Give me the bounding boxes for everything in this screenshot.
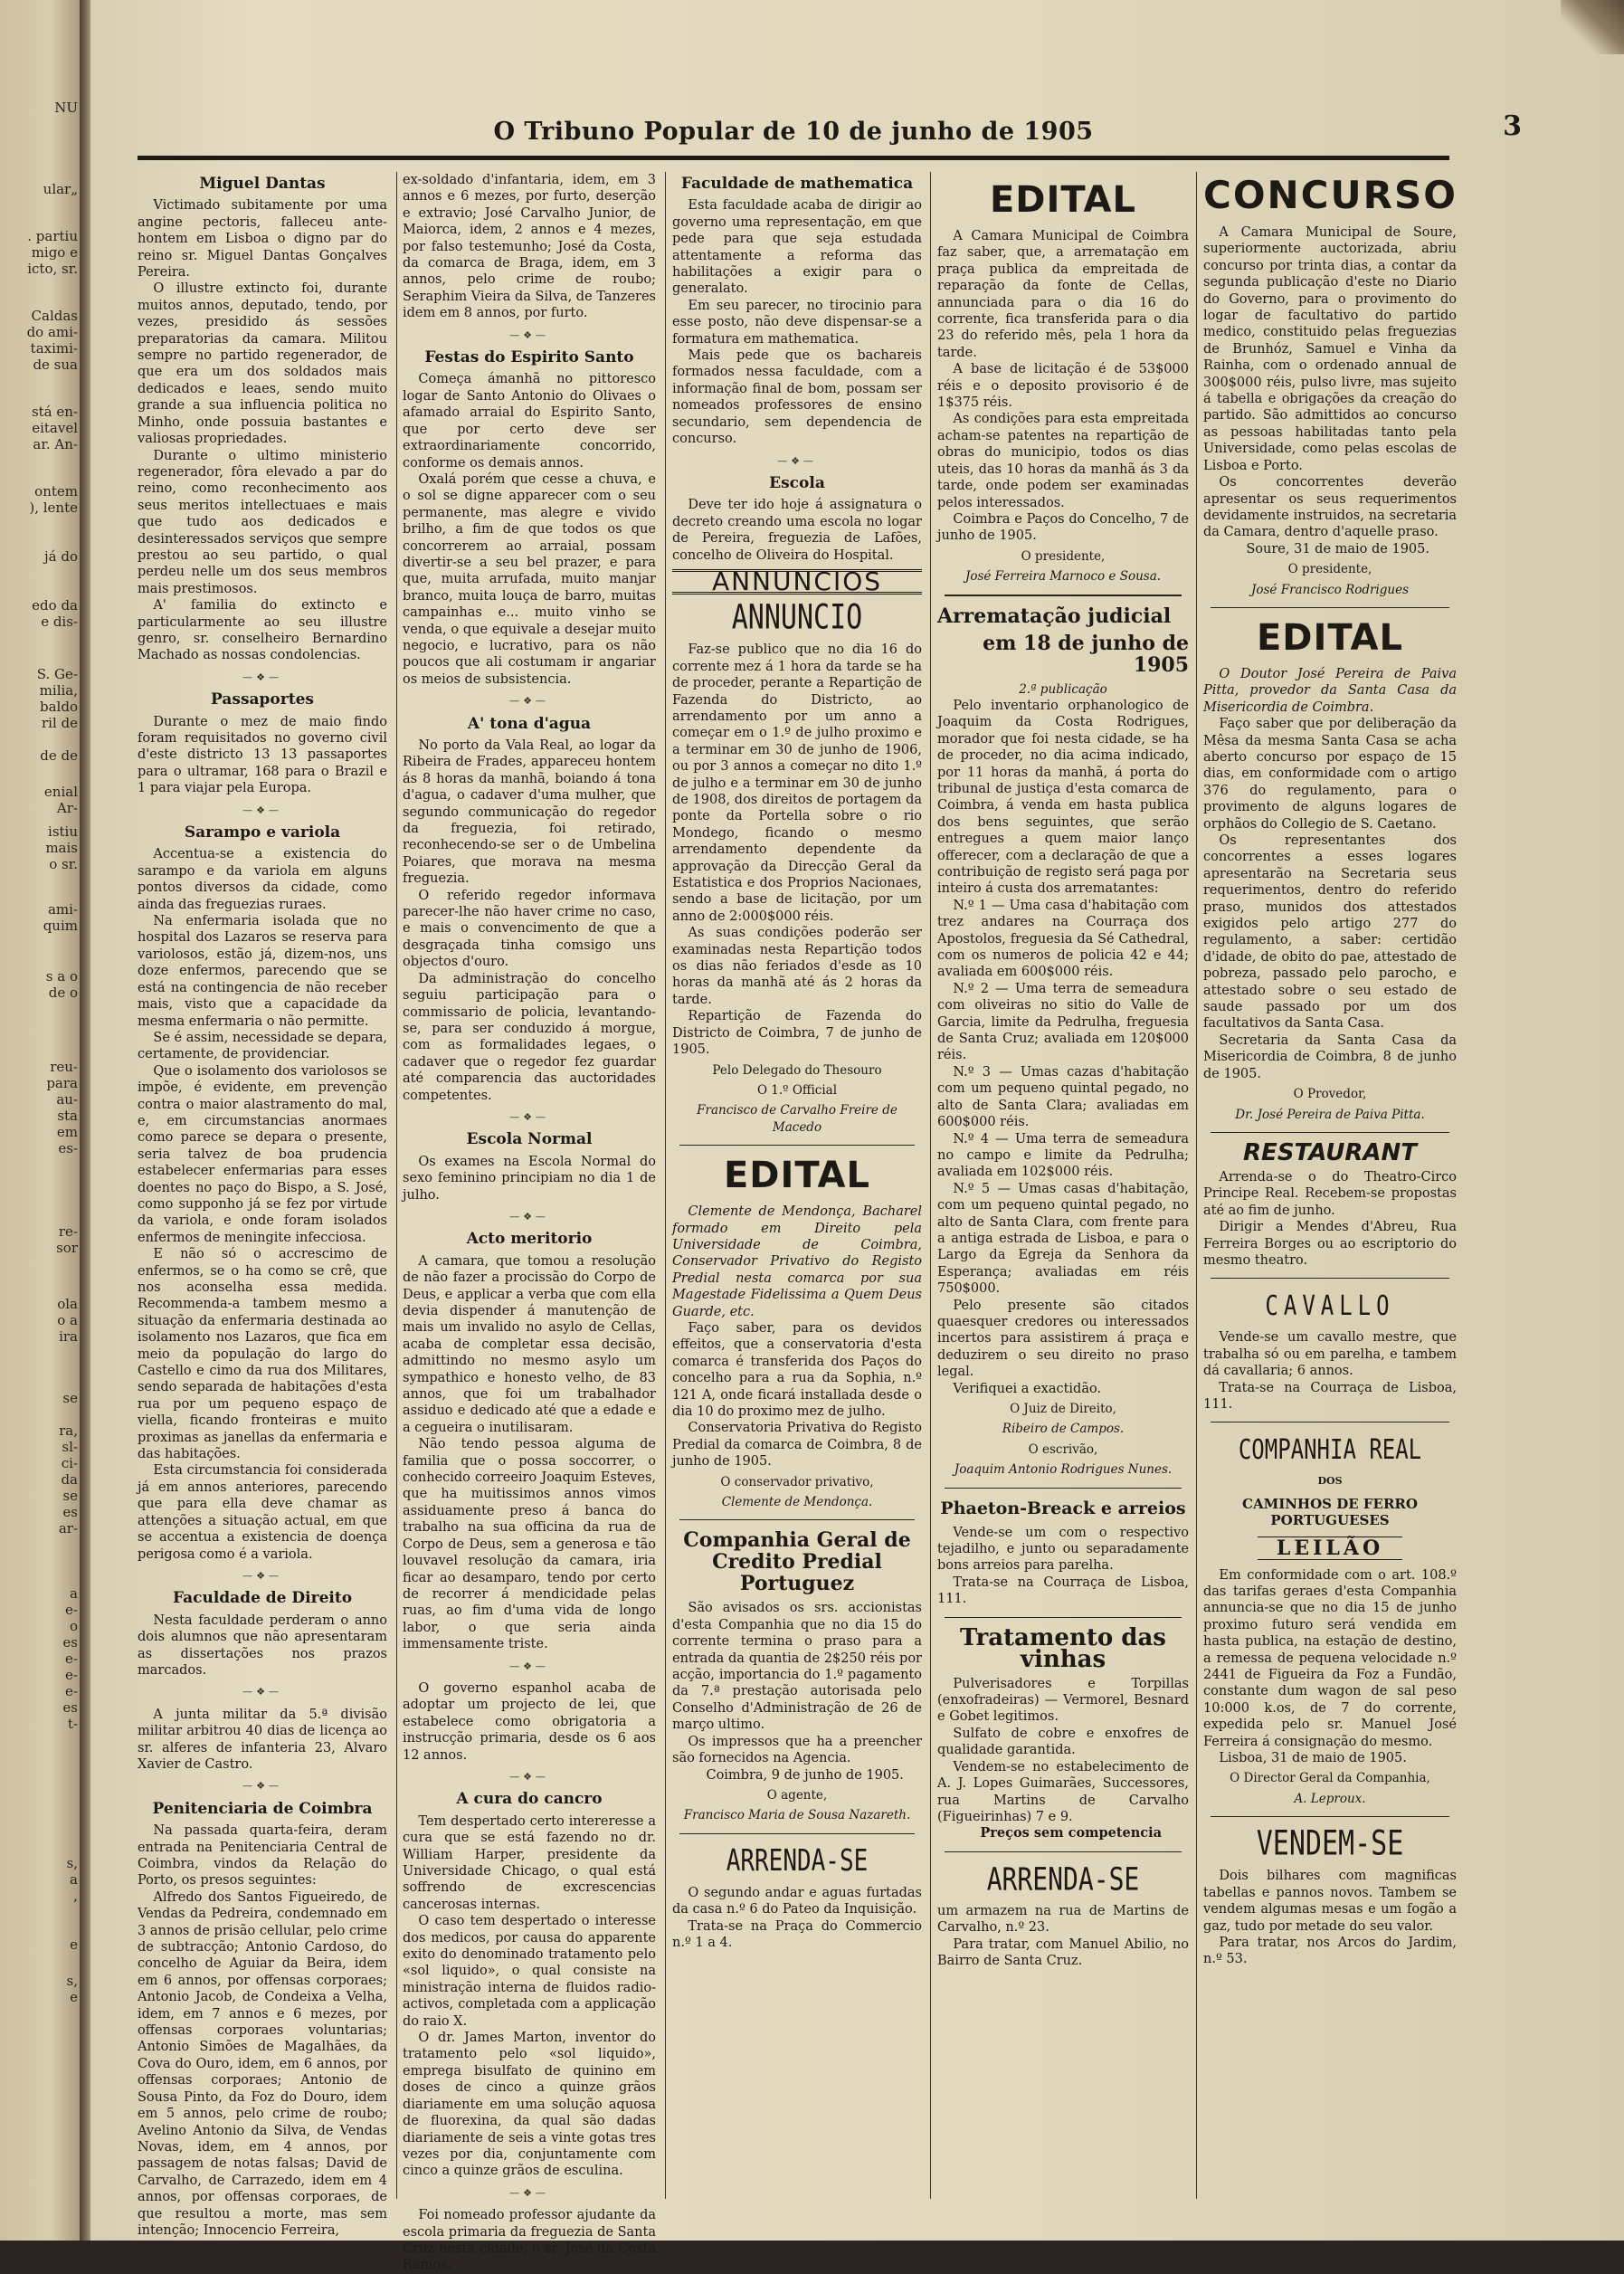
divider (1211, 607, 1449, 608)
divider (679, 1833, 915, 1834)
paragraph: Se é assim, necessidade se depara, certamente, de providenciar. (138, 1030, 387, 1062)
prev-page-fragment: t- (67, 1716, 78, 1732)
paragraph: A base de licitação é de 53$000 réis e o deposito provisorio é de 1$375 réis. (937, 362, 1189, 411)
paragraph: Durante o mez de maio findo foram requisitados no governo civil d'este districto 13 13 passaportes para o ultramar, 168 para o Brazil e 1 para viajar pela Europa. (138, 714, 387, 796)
paragraph: N.º 5 — Umas casas d'habitação, com um pequeno quintal pegado, no alto de Santa Clara, com frente para a antiga estrada de Lisboa, e para o Largo da Egreja da Senhora da Esperança; avaliadas em réis 750$000. (937, 1181, 1189, 1297)
prev-page-fragment: para (46, 1075, 78, 1091)
page-header (138, 110, 1522, 160)
ornament-divider: —❖— (509, 328, 549, 341)
paragraph: Oxalá porém que cesse a chuva, e o sol se digne apparecer com o seu permanente, mas alegre e vivido brilho, a fim de que todos os que concorrerem ao arraial, possam divertir-se a seu bel prazer, e para que, muita arrufada, muito manjar branco, muita louça de barro, muitas campainhas e... muito vinho se venda, o que equivale a desejar muito negocio, e lucrativo, para os não poucos que ali costumam ir angariar os meios de subsistencia. (403, 471, 656, 687)
prev-page-fragment: o (69, 1618, 78, 1634)
divider (1211, 1816, 1449, 1817)
heading-arrenda-se: ARRENDA-SE (986, 1860, 1140, 1898)
ornament-divider: —❖— (509, 1210, 549, 1223)
divider (945, 1617, 1182, 1618)
prev-page-fragment: icto, sr. (27, 261, 78, 277)
heading-arrenda-se: ARRENDA-SE (726, 1843, 869, 1879)
heading-acto-meritorio: Acto meritorio (466, 1230, 593, 1249)
divider (945, 1488, 1182, 1489)
paragraph: Arrenda-se o do Theatro-Circo Principe Real. Recebem-se propostas até ao fim de junho. (1203, 1169, 1457, 1218)
prev-page-fragment: sl- (62, 1439, 78, 1455)
paragraph: N.º 2 — Uma terra de semeadura com oliveiras no sitio do Valle de Garcia, limite da Pedrulha, freguesia de Santa Cruz; avaliada em 120$000 réis. (937, 981, 1189, 1063)
column-3 (672, 172, 922, 2226)
prev-page-fragment: ola (57, 1296, 78, 1312)
paragraph: A' familia do extincto e particularmente ao seu illustre genro, sr. conselheiro Bernardino Machado as nossas condolencias. (138, 598, 387, 663)
ornament-divider: —❖— (509, 2186, 549, 2199)
paragraph: Dois bilhares com magnificas tabellas e pannos novos. Tambem se vendem algumas mesas e um fogão a gaz, tudo por metade do seu valor. (1203, 1869, 1457, 1934)
prev-page-fragment: es- (58, 1140, 78, 1156)
paragraph: Trata-se na Courraça de Lisboa, 111. (1203, 1380, 1457, 1412)
column-4 (937, 172, 1189, 2226)
paragraph: Na enfermaria isolada que no hospital dos Lazaros se reserva para variolosos, estão já, dizem-nos, uns doze enfermos, parecendo que se está na contingencia de não receber mais, visto que a capacidade da mesma enfermaria o não permitte. (138, 914, 387, 1029)
heading-festas: Festas do Espirito Santo (424, 348, 634, 367)
paragraph: N.º 3 — Umas cazas d'habitação com um pequeno quintal pegado, no alto de Santa Clara; avaliadas em 600$000 réis. (937, 1064, 1189, 1130)
prev-page-fragment: au- (56, 1091, 78, 1108)
column-1 (138, 172, 387, 2238)
signature-line: Pelo Delegado do Thesouro (712, 1062, 882, 1078)
paragraph: Alfredo dos Santos Figueiredo, de Vendas da Pedreira, condemnado em 3 annos de prisão cellular, pelo crime de subtracção; Antonio Cardoso, do concelho de Aguiar da Beira, idem em 6 annos, por offensas corporaes; Antonio Jacob, de Condeixa a Velha, idem, em 7 annos e 6 mezes, por offensas corporaes voluntarias; Antonio Simões de Magalhães, da Cova do Ouro, idem, em 6 annos, por offensas corporaes; Antonio de Sousa Pinto, da Foz do Douro, idem em 5 annos, pelo crime de roubo; Avelino Antonio da Silva, de Vendas Novas, idem, em 4 annos, por passagem de notas falsas; David de Carvalho, de Carrazedo, idem em 4 annos, por offensas corporaes, de que resultou a morte, mas sem intenção; Innocencio Ferreira, (138, 1889, 387, 2238)
prev-page-fragment: s, (66, 1973, 78, 1989)
paragraph: Para tratar, nos Arcos do Jardim, n.º 53. (1203, 1935, 1457, 1967)
heading-arrematacao-date: em 18 de junho de 1905 (983, 631, 1189, 677)
paragraph: O referido regedor informava parecer-lhe não haver crime no caso, e mais o convencimento de que a desgraçada tinha comsigo uns objectos d'ouro. (403, 888, 656, 970)
prev-page-fragment: . partiu (27, 228, 78, 244)
paragraph: O Doutor José Pereira de Paiva Pitta, provedor da Santa Casa da Misericordia de Coimbra. (1203, 666, 1457, 715)
prev-page-fragment: quim (43, 918, 78, 934)
heading-tratamento-vinhas: Tratamento das vinhas (960, 1623, 1166, 1673)
paragraph: São avisados os srs. accionistas d'esta Companhia que no dia 15 do corrente termina o praso para a entrada da quantia de 2$250 réis por acção, importancia do 1.º pagamento da 7.ª prestação autorisada pelo Conselho d'Administração de 26 de março ultimo. (672, 1601, 922, 1733)
paragraph: No porto da Vala Real, ao logar da Ribeira de Frades, appareceu hontem ás 8 horas da manhã, boiando á tona d'agua, o cadaver d'uma mulher, que segundo communicação do regedor da freguezia, foi retirado, reconhecendo-se ser o de Umbelina Poiares, que morava na mesma freguezia. (403, 738, 656, 887)
prev-page-fragment: de sua (33, 357, 78, 373)
ornament-divider: —❖— (509, 1770, 549, 1783)
signature-name: José Francisco Rodrigues (1250, 582, 1410, 597)
signature-line: O escrivão, (1028, 1441, 1098, 1457)
paragraph: Pulverisadores e Torpillas (enxofradeiras) — Vermorel, Besnard e Gobet legitimos. (937, 1676, 1189, 1725)
prev-page-fragment: es (62, 1634, 78, 1651)
paragraph: Nesta faculdade perderam o anno dois alumnos que não apresentaram as dissertações nos prazos marcados. (138, 1613, 387, 1678)
column-rule (665, 172, 666, 2199)
ornament-divider: —❖— (777, 454, 817, 467)
paragraph: Vende-se um cavallo mestre, que trabalha só ou em parelha, e tambem dá cavallaria; 6 annos. (1203, 1330, 1457, 1379)
newspaper-page (90, 0, 1624, 2273)
prev-page-fragment: da (61, 1471, 78, 1488)
prev-page-fragment: o sr. (49, 856, 78, 872)
paragraph: Vendem-se no estabelecimento de A. J. Lopes Guimarães, Successores, rua Martins de Carvalho (Figueirinhas) 7 e 9. (937, 1759, 1189, 1824)
paragraph: A camara, que tomou a resolução de não fazer a procissão do Corpo de Deus, e applicar a verba que com ella devia dispender á manutenção de mais um invalido no asylo de Cellas, acaba de completar essa decisão, admittindo no mesmo asylo um sympathico e honesto velho, de 83 annos, que foi um trabalhador assiduo e dedicado até que a edade e a cegueira o inutilisaram. (403, 1253, 656, 1435)
paragraph: Clemente de Mendonça, Bacharel formado em Direito pela Universidade de Coimbra, Conservador Privativo do Registo Predial nesta comarca por sua Magestade Fidelissima a Quem Deus Guarde, etc. (672, 1204, 922, 1319)
prev-page-fragment: S. Ge- (36, 666, 78, 682)
ornament-divider: —❖— (242, 804, 282, 816)
paragraph: Soure, 31 de maio de 1905. (1246, 541, 1429, 557)
column-rule (396, 172, 397, 2199)
paragraph: Accentua-se a existencia do sarampo e da variola em alguns pontos diversos da cidade, como ainda das freguezias ruraes. (138, 847, 387, 912)
signature-name: José Ferreira Marnoco e Sousa. (964, 569, 1162, 585)
signature-name: A. Leproux. (1294, 1791, 1366, 1806)
prev-page-fragment: NU (54, 100, 78, 116)
prev-page-fragment: reu- (50, 1059, 78, 1075)
heading-passaportes: Passaportes (211, 690, 314, 709)
paragraph: Os concorrentes deverão apresentar os seus requerimentos devidamente instruidos, na secretaria da Camara, dentro d'aquelle praso. (1203, 475, 1457, 540)
paragraph: Verifiquei a exactidão. (953, 1381, 1102, 1396)
divider (679, 1145, 915, 1146)
heading-faculdade-mathematica: Faculdade de mathematica (680, 175, 914, 193)
prev-page-fragment: do ami- (26, 324, 78, 340)
prev-page-fragment: Ar- (56, 800, 78, 816)
paragraph: As suas condições poderão ser examinadas nesta Repartição todos os dias não feriados d'esde as 10 horas da manhã até ás 2 horas da tarde. (672, 926, 922, 1007)
leilao-heading: LEILÃO (1258, 1537, 1402, 1560)
paragraph: Começa ámanhã no pittoresco logar de Santo Antonio do Olivaes o afamado arraial do Espirito Santo, que por certo deve ser extraordinariamente concorrido, conforme os demais annos. (403, 372, 656, 471)
paragraph: A junta militar da 5.ª divisão militar arbitrou 40 dias de licença ao sr. alferes de infanteria 23, Alvaro Xavier de Castro. (138, 1707, 387, 1772)
paragraph: Esta circumstancia foi considerada já em annos anteriores, parecendo que para ella deve chamar as attenções a situação actual, em que se accentua a existencia de doença perigosa como é a variola. (138, 1463, 387, 1562)
prev-page-fragment: a (70, 1585, 78, 1602)
prev-page-fragment: istiu (48, 823, 78, 840)
caminhos-ferro-heading: CAMINHOS DE FERRO PORTUGUESES (1242, 1495, 1418, 1529)
prev-page-fragment: ar- (58, 1520, 78, 1537)
ornament-divider: —❖— (509, 695, 549, 708)
paragraph: Pelo inventario orphanologico de Joaquim da Costa Rodrigues, morador que foi nesta cidade, se ha de proceder, no dia acima indicado, por 11 horas da manhã, á porta do tribunal de justiça d'esta comarca de Coimbra, á venda em hasta publica dos bens seguintes, que serão entregues a quem maior lanço offerecer, com a declaração de que a contribuição de registo será paga por inteiro á custa dos arrematantes: (937, 698, 1189, 897)
prev-page-fragment: stá en- (31, 404, 78, 420)
column-5 (1203, 172, 1457, 2226)
paragraph: Dirigir a Mendes d'Abreu, Rua Ferreira Borges ou ao escriptorio do mesmo theatro. (1203, 1220, 1457, 1268)
masthead-title: O Tribuno Popular de 10 de junho de 1905 (493, 118, 1094, 146)
signature-line: O presidente, (1287, 562, 1372, 577)
prev-page-fragment: e- (65, 1667, 78, 1683)
paragraph: Vende-se um com o respectivo tejadilho, e junto ou separadamente bons arreios para parelha. (937, 1525, 1189, 1574)
previous-page-edge (0, 0, 83, 2241)
column-rule (1196, 172, 1197, 2199)
paragraph: Coimbra e Paços do Concelho, 7 de junho de 1905. (937, 511, 1189, 544)
heading-phaeton: Phaeton-Breack e arreios (940, 1498, 1186, 1518)
paragraph: Faço saber, para os devidos effeitos, que a conservatoria d'esta comarca é transferida dos Paços do concelho para a rua da Sophia, n.º 121 A, onde ficará installada desde o dia 10 do proximo mez de julho. (672, 1320, 922, 1419)
signature-line: O agente, (766, 1787, 828, 1803)
signature-name: Francisco Maria de Sousa Nazareth. (683, 1808, 911, 1823)
paragraph: O caso tem despertado o interesse dos medicos, por causa do apparente exito do denominado tratamento pelo «sol liquido», o qual consiste na ministração interna de fluidos radio-activos, completada com a applicação do raio X. (403, 1914, 656, 2029)
signature-line: O Director Geral da Companhia, (1230, 1771, 1430, 1786)
paragraph: Na passada quarta-feira, deram entrada na Penitenciaria Central de Coimbra, vindos da Relação do Porto, os presos seguintes: (138, 1823, 387, 1889)
prev-page-fragment: ril de (41, 715, 78, 731)
prev-page-fragment: ira (59, 1328, 78, 1345)
paragraph: N.º 4 — Uma terra de semeadura no campo e limite da Pedrulha; avaliada em 102$000 réis. (937, 1131, 1189, 1180)
paragraph: E não só o accrescimo de enfermos, se o ha como se crê, que nos aconselha essa medida. Recommenda-a tambem mesmo a situação da enfermaria destinada ao isolamento nos Lazaros, que fica em meio da população do largo do Castello e cimo da rua dos Militares, sendo separada de habitações d'esta rua por um pequeno espaço de viella, ficando fronteiras e muito proximas as janellas da enfermaria e das habitações. (138, 1247, 387, 1462)
paragraph: Da administração do concelho seguiu participação para o commissario de policia, levantando-se, para ser conduzido á morgue, com as formalidades legaes, o cadaver que o regedor fez guardar até comparencia das auctoridades competentes. (403, 971, 656, 1103)
prev-page-fragment: migo e (31, 244, 78, 261)
prev-page-fragment: enial (43, 784, 78, 800)
prev-page-fragment: ra, (59, 1422, 78, 1439)
annuncios-banner: ANNUNCIOS (672, 569, 922, 595)
prev-page-fragment: e (70, 1989, 78, 2005)
signature-line: O Provedor, (1293, 1087, 1367, 1102)
prev-page-fragment: ami- (47, 901, 78, 918)
prev-page-fragment: ular„ (43, 181, 78, 197)
heading-penitenciaria: Penitenciaria de Coimbra (152, 1799, 373, 1818)
signature-line: O 1.º Official (756, 1082, 838, 1098)
paragraph: N.º 1 — Uma casa d'habitação com trez andares na Courraça dos Apostolos, freguesia da Sé Cathedral, com os numeros de policia 42 e 44; avaliada em 600$000 réis. (937, 898, 1189, 980)
heading-faculdade-direito: Faculdade de Direito (172, 1589, 353, 1608)
prev-page-fragment: eitavel (32, 420, 78, 436)
prev-page-fragment: sta (57, 1108, 78, 1124)
paragraph: A Camara Municipal de Soure, superiormente auctorizada, abriu concurso por trinta dias, a contar da segunda publicação d'este no Diario do Governo, para o provimento do logar de facultativo do partido medico, constituido pelas freguezias de Brunhóz, Samuel e Vinha da Rainha, com o ordenado annual de 300$000 réis, pulso livre, mas sujeito á tabella e obrigações da creação do partido. São admittidos ao concurso as pessoas habilitadas tanto pela Universidade, como pelas escolas de Lisboa e Porto. (1203, 225, 1457, 473)
signature-name: Clemente de Mendonça. (721, 1495, 873, 1510)
column-2 (403, 172, 656, 2273)
paragraph: Durante o ultimo ministerio regenerador, fôra elevado a par do reino, como reconhecimento aos seus meritos intellectuaes e mais que tudo aos dedicados e desinteressados serviços que sempre prestou ao seu partido, o qual perdeu nelle um dos seus membros mais prestimosos. (138, 448, 387, 596)
paragraph: Em conformidade com o art. 108.º das tarifas geraes d'esta Companhia annuncia-se que no dia 15 de junho proximo futuro será vendida em hasta publica, na estação de destino, a remessa de pequena velocidade n.º 2441 de Figueira da Foz a Fundão, constante dum wagon de sal peso 10:000 k.os, de 7 do corrente, expedida pelo sr. Manuel José Ferreira á consignação do mesmo. (1203, 1567, 1457, 1749)
paragraph: Os impressos que ha a preencher são fornecidos na Agencia. (672, 1734, 922, 1766)
prev-page-fragment: milia, (39, 682, 78, 699)
prev-page-fragment: , (73, 1888, 78, 1904)
paragraph: Pelo presente são citados quaesquer credores ou interessados incertos para assistirem á praça e deduzirem o seu direito no praso legal. (937, 1298, 1189, 1380)
prev-page-fragment: a (70, 1871, 78, 1888)
heading-cura-cancro: A cura do cancro (456, 1790, 603, 1809)
paragraph: um armazem na rua de Martins de Carvalho, n.º 23. (937, 1903, 1189, 1936)
prev-page-fragment: ontem (34, 483, 78, 500)
heading-escola-normal: Escola Normal (466, 1130, 593, 1149)
prev-page-fragment: ), lente (29, 500, 78, 516)
divider (945, 595, 1182, 596)
heading-escola: Escola (769, 473, 825, 492)
companhia-real-heading: COMPANHIA REAL (1238, 1433, 1422, 1466)
paragraph: Trata-se na Praça do Commercio n.º 1 a 4. (672, 1918, 922, 1950)
signature-line: O presidente, (1021, 548, 1106, 564)
divider (1211, 1278, 1449, 1279)
prev-page-fragment: e dis- (41, 614, 78, 630)
paragraph: Victimado subitamente por uma angine pectoris, falleceu ante-hontem em Lisboa o digno par do reino sr. Miguel Dantas Gonçalves Pereira. (138, 198, 387, 281)
prev-page-fragment: re- (58, 1223, 78, 1240)
prev-page-fragment: e (70, 1936, 78, 1953)
divider (1211, 1132, 1449, 1133)
paragraph: Lisboa, 31 de maio de 1905. (1219, 1751, 1407, 1766)
ornament-divider: —❖— (509, 1660, 549, 1672)
prev-page-fragment: taximi- (30, 340, 78, 357)
paragraph: Para tratar, com Manuel Abilio, no Bairro de Santa Cruz. (937, 1936, 1189, 1968)
column-rule (930, 172, 931, 2199)
publication-note: 2.ª publicação (1019, 681, 1107, 697)
paragraph: Em seu parecer, no tirocinio para esse posto, não deve dispensar-se a formatura em mathematica. (672, 298, 922, 347)
paragraph: Que o isolamento dos variolosos se impõe, é evidente, em prevenção contra o maior alastramento do mal, e, em circumstancias anormaes como parece se depara o presente, seria talvez de boa prudencia estabelecer enfermarias para esses doentes no paço do Bispo, a S. José, como supponho já se fez por virtude da variola, e onde foram isolados enfermos de meningite infecciosa. (138, 1063, 387, 1245)
paragraph: Coimbra, 9 de junho de 1905. (706, 1767, 904, 1783)
paragraph: ex-soldado d'infantaria, idem, em 3 annos e 6 mezes, por furto, deserção e extravio; José Carvalho Junior, de Maiorca, idem, 2 annos e 4 mezes, por falso testemunho; José da Costa, da comarca de Braga, idem, em 3 annos, pelo crime de roubo; Seraphim Vieira da Silva, de Tanzeres idem em 8 annos, por furto. (403, 173, 656, 321)
concurso-heading: CONCURSO (1203, 173, 1458, 217)
paragraph: O segundo andar e aguas furtadas da casa n.º 6 do Pateo da Inquisição. (672, 1885, 922, 1917)
paragraph: O illustre extincto foi, durante muitos annos, deputado, tendo, por vezes, presidido ás sessões preparatorias da camara. Militou sempre no partido regenerador, de que era um dos soldados mais dedicados e leaes, sendo muito grande a sua influencia politica no Minho, onde possuia bastantes e valiosas propriedades. (138, 281, 387, 447)
paragraph: Faz-se publico que no dia 16 do corrente mez á 1 hora da tarde se ha de proceder, perante a Repartição de Fazenda do Districto, ao arrendamento por um anno a começar em o 1.º de julho proximo e a terminar em 30 de junho de 1906, ou por 3 annos a começar no dito 1.º de julho e a terminar em 30 de junho de 1908, dos direitos de portagem da ponte da Portella sobre o rio Mondego, ficando o mesmo arrendamento dependente da approvação da Direcção Geral da Estatistica e dos Proprios Nacionaes, sendo a base de licitação, por um anno de 2:000$000 réis. (672, 642, 922, 924)
paragraph: Mais pede que os bachareis formados nessa faculdade, com a informação final de bom, possam ser nomeados professores de ensino secundario, sem dependencia de concurso. (672, 348, 922, 447)
signature-name: Joaquim Antonio Rodrigues Nunes. (954, 1462, 1173, 1478)
signature-name: Francisco de Carvalho Freire de Macedo (697, 1103, 897, 1135)
annuncio-heading: ANNUNCIO (731, 597, 863, 638)
prev-page-fragment: es (62, 1699, 78, 1716)
signature-line: O Juiz de Direito, (1010, 1402, 1116, 1416)
paragraph: Os representantes dos concorrentes a esses logares apresentarão na Secretaria seus requerimentos, dentro do referido praso, munidos dos attestados exigidos pelo artigo 277 do regulamento, a saber: certidão d'idade, de obito do pae, attestado de pobreza, passado pelo parocho, e attestado sobre o seu estado de saude passado por um dos facultativos da Santa Casa. (1203, 833, 1457, 1032)
prev-page-fragment: mais (45, 840, 78, 856)
prev-page-fragment: e- (65, 1683, 78, 1699)
ornament-divider: —❖— (509, 1110, 549, 1123)
paragraph: As condições para esta empreitada acham-se patentes na repartição de obras do municipio, todos os dias uteis, das 10 horas da manhã ás 3 da tarde, onde podem ser examinadas pelos interessados. (937, 412, 1189, 510)
prev-page-fragment: baldo (40, 699, 78, 715)
heading-sarampo: Sarampo e variola (184, 823, 341, 842)
signature-name: Ribeiro de Campos. (1002, 1422, 1125, 1437)
paragraph: Sulfato de cobre e enxofres de qualidade garantida. (937, 1726, 1189, 1758)
paragraph: Repartição de Fazenda do Districto de Coimbra, 7 de junho de 1905. (672, 1009, 922, 1058)
prev-page-fragment: e- (65, 1602, 78, 1618)
paragraph: Esta faculdade acaba de dirigir ao governo uma representação, em que pede para que seja estudada attentamente a reforma das habilitações a exigir para o generalato. (672, 198, 922, 297)
prev-page-fragment: ar. An- (33, 436, 78, 452)
prev-page-fragment: ci- (61, 1455, 78, 1471)
prev-page-fragment: já do (44, 548, 78, 565)
heading-tona-dagua: A' tona d'agua (467, 714, 592, 733)
prev-page-fragment: o a (57, 1312, 78, 1328)
vendem-se-heading: VENDEM-SE (1256, 1823, 1404, 1864)
prev-page-fragment: em (56, 1124, 78, 1140)
prev-page-fragment: Caldas (31, 308, 78, 324)
divider (945, 1851, 1182, 1852)
prev-page-fragment: de o (48, 985, 78, 1001)
page-number: 3 (1503, 110, 1522, 142)
page-corner (1561, 0, 1624, 54)
ornament-divider: —❖— (242, 671, 282, 683)
paragraph: Foi nomeado professor ajudante da escola primaria da freguezia de Santa Cruz nesta cidade, o sr. José da Costa Ramos. (403, 2208, 656, 2273)
divider (679, 1519, 915, 1520)
edital-heading: EDITAL (723, 1155, 871, 1197)
prev-page-fragment: es (62, 1504, 78, 1520)
cavallo-heading: CAVALLO (1265, 1289, 1395, 1322)
ornament-divider: —❖— (242, 1569, 282, 1582)
heading-arrematacao: Arrematação judicial (937, 604, 1172, 628)
paragraph: Conservatoria Privativa do Registo Predial da comarca de Coimbra, 8 de junho de 1905. (672, 1421, 922, 1470)
prev-page-fragment: e- (65, 1651, 78, 1667)
paragraph: Trata-se na Courraça de Lisboa, 111. (937, 1575, 1189, 1607)
prev-page-fragment: se (62, 1488, 78, 1504)
paragraph: Deve ter ido hoje á assignatura o decreto creando uma escola no logar de Pereira, freguezia de Lafões, concelho de Oliveira do Hospital. (672, 498, 922, 563)
heading-miguel-dantas: Miguel Dantas (199, 175, 326, 193)
paragraph: Os exames na Escola Normal do sexo feminino principiam no dia 1 de julho. (403, 1154, 656, 1203)
prev-page-fragment: s, (66, 1855, 78, 1871)
paragraph: A Camara Municipal de Coimbra faz saber, que, a arrematação em praça publica da empreitada de reparação da fonte de Cellas, annunciada para o dia 16 do corrente, fica transferida para o dia 23 do referido mês, pela 1 hora da tarde. (937, 229, 1189, 360)
paragraph: Tem despertado certo intereresse a cura que se está fazendo no dr. William Harper, presidente da Universidade Chicago, o qual está soffrendo de excrescencias cancerosas internas. (403, 1813, 656, 1912)
restaurant-heading: RESTAURANT (1243, 1138, 1417, 1166)
paragraph: O dr. James Marton, inventor do tratamento pelo «sol liquido», emprega bisulfato de quinino em doses de cinco a quinze grãos diariamente em uma solução aquosa de fluorexina, da qual são dadas diariamente de seis a vinte gotas tres vezes por dia, conjuntamente com cinco a quinze grãos de esculina. (403, 2031, 656, 2179)
paragraph: Faço saber que por deliberação da Mêsa da mesma Santa Casa se acha aberto concurso por espaço de 15 dias, em conformidade com o artigo 376 do regulamento, para o provimento de alguns logares de orphãos do Collegio de S. Caetano. (1203, 717, 1457, 832)
prev-page-fragment: de de (40, 747, 78, 764)
heading-companhia-credito: Companhia Geral de Credito Predial Portuguez (683, 1528, 911, 1596)
signature-name: Dr. José Pereira de Paiva Pitta. (1235, 1107, 1425, 1122)
signature-line: O conservador privativo, (720, 1474, 874, 1489)
ornament-divider: —❖— (242, 1780, 282, 1793)
prev-page-fragment: sor (56, 1240, 78, 1256)
prev-page-fragment: edo da (32, 597, 78, 614)
paragraph: O governo espanhol acaba de adoptar um projecto de lei, que estabelece como obrigatoria a instrucção primaria, desde os 6 aos 12 annos. (403, 1680, 656, 1763)
prev-page-fragment: se (62, 1390, 78, 1406)
prev-page-fragment: s a o (45, 968, 78, 985)
companhia-dos: DOS (1317, 1475, 1343, 1488)
paragraph: Preços sem competencia (980, 1825, 1163, 1841)
ornament-divider: —❖— (242, 1686, 282, 1698)
edital-heading: EDITAL (1256, 616, 1404, 659)
paragraph: Secretaria da Santa Casa da Misericordia de Coimbra, 8 de junho de 1905. (1203, 1032, 1457, 1081)
edital-heading: EDITAL (989, 179, 1137, 221)
paragraph: Não tendo pessoa alguma de familia que o possa soccorrer, o conhecido correeiro Joaquim Esteves, que ha muitissimos annos vimos assiduamente preso á banca do trabalho na sua officina da rua de Corpo de Deus, sem a generosa e tão louvavel resolução da camara, iria ficar ao desamparo, tendo por certo de recorrer á mendicidade pelas ruas, ao fim d'uma vida de longo labor, o que seria ainda immensamente triste. (403, 1437, 656, 1652)
